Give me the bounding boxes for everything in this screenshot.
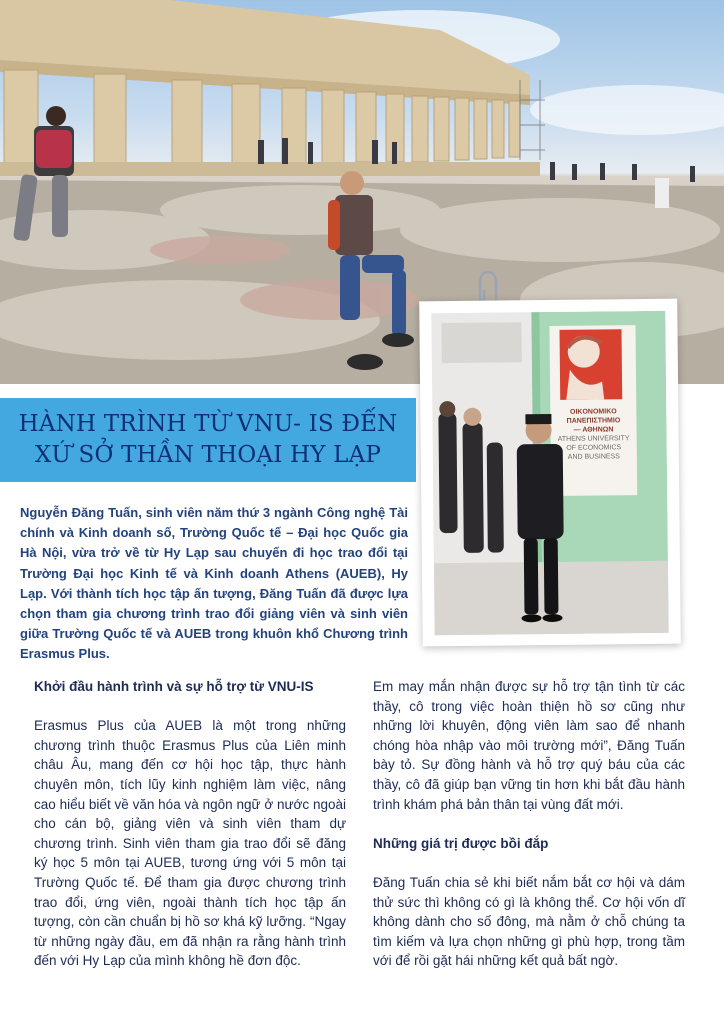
page-title: [8, 409, 408, 471]
intro-paragraph: Nguyễn Đăng Tuấn, sinh viên năm thứ 3 ngành Công nghệ Tài chính và Kinh doanh số, Trường Quốc tế – Đại học Quốc gia Hà Nội, vừa trở về từ Hy Lạp sau chuyến đi học trao đổi tại Trường Đại học Kinh tế và Kinh doanh Athens (AUEB), Hy Lạp. Với thành tích học tập ấn tượng, Đăng Tuấn đã được lựa chọn tham gia chương trình trao đổi giảng viên và sinh viên giữa Trường Quốc tế và AUEB trong khuôn khổ Chương trình Erasmus Plus.: [20, 505, 408, 662]
sign-line: OF ECONOMICS: [566, 444, 622, 452]
title-line-2: XỨ SỞ THẦN THOẠI HY LẠP: [34, 442, 382, 468]
title-line-1: HÀNH TRÌNH TỪ VNU- IS ĐẾN: [18, 411, 398, 437]
section-heading-values: Những giá trị được bồi đắp: [373, 835, 549, 851]
title-banner: [0, 398, 416, 482]
aueb-photo: [431, 311, 668, 635]
sign-line: AND BUSINESS: [567, 453, 620, 461]
left-column: [34, 677, 346, 971]
polaroid-photo: [419, 299, 681, 647]
aueb-photo-illustration: [431, 311, 668, 635]
sign-line: ATHENS UNIVERSITY: [557, 435, 630, 443]
right-paragraph-1: Em may mắn nhận được sự hỗ trợ tận tình từ các thầy, cô trong việc hoàn thiện hồ sơ cũng như những lời khuyên, động viên làm sao để nhanh chóng hòa nhập vào môi trường mới”, Đăng Tuấn bày tỏ. Sự đồng hành và hỗ trợ quý báu của các thầy, cô đã giúp bạn vững tin hơn khi bắt đầu hành trình khám phá bản thân tại vùng đất mới.: [373, 679, 685, 812]
right-column: [373, 677, 685, 971]
section-heading-start: Khởi đầu hành trình và sự hỗ trợ từ VNU-IS: [34, 679, 314, 694]
left-paragraph: Erasmus Plus của AUEB là một trong những chương trình thuộc Erasmus Plus của Liên minh châu Âu, mang đến cơ hội học tập, thực hành chuyên môn, tích lũy kinh nghiệm làm việc, nâng cao hiểu biết về văn hóa và ngôn ngữ ở nước ngoài cho cán bộ, giảng viên và sinh viên tham dự chương trình. Sinh viên tham gia trao đổi sẽ đăng ký học 5 môn tại AUEB, tương ứng với 5 môn tại Trường Quốc tế. Để tham gia được chương trình trao đổi, ứng viên, ngoài thành tích học tập ấn tượng, còn cần chuẩn bị hồ sơ khá kỹ lưỡng. “Ngay từ những ngày đầu, em đã nhận ra rằng hành trình đến với Hy Lạp của mình không hề đơn độc.: [34, 718, 346, 969]
sign-line: — ΑΘΗΝΩΝ: [573, 426, 614, 434]
right-paragraph-2: Đăng Tuấn chia sẻ khi biết nắm bắt cơ hội và dám thử sức thì không có gì là không thể. Cơ hội vốn dĩ không dành cho số đông, mà nằm ở chỗ chúng ta tìm kiếm và lựa chọn những gì phù hợp, trong tầm với để rồi gặt hái những kết quả bất ngờ.: [373, 874, 685, 969]
sign-line: OIKONOMIKO: [569, 408, 617, 416]
sign-line: ΠΑΝΕΠΙΣΤΗΜΙΟ: [566, 417, 621, 425]
